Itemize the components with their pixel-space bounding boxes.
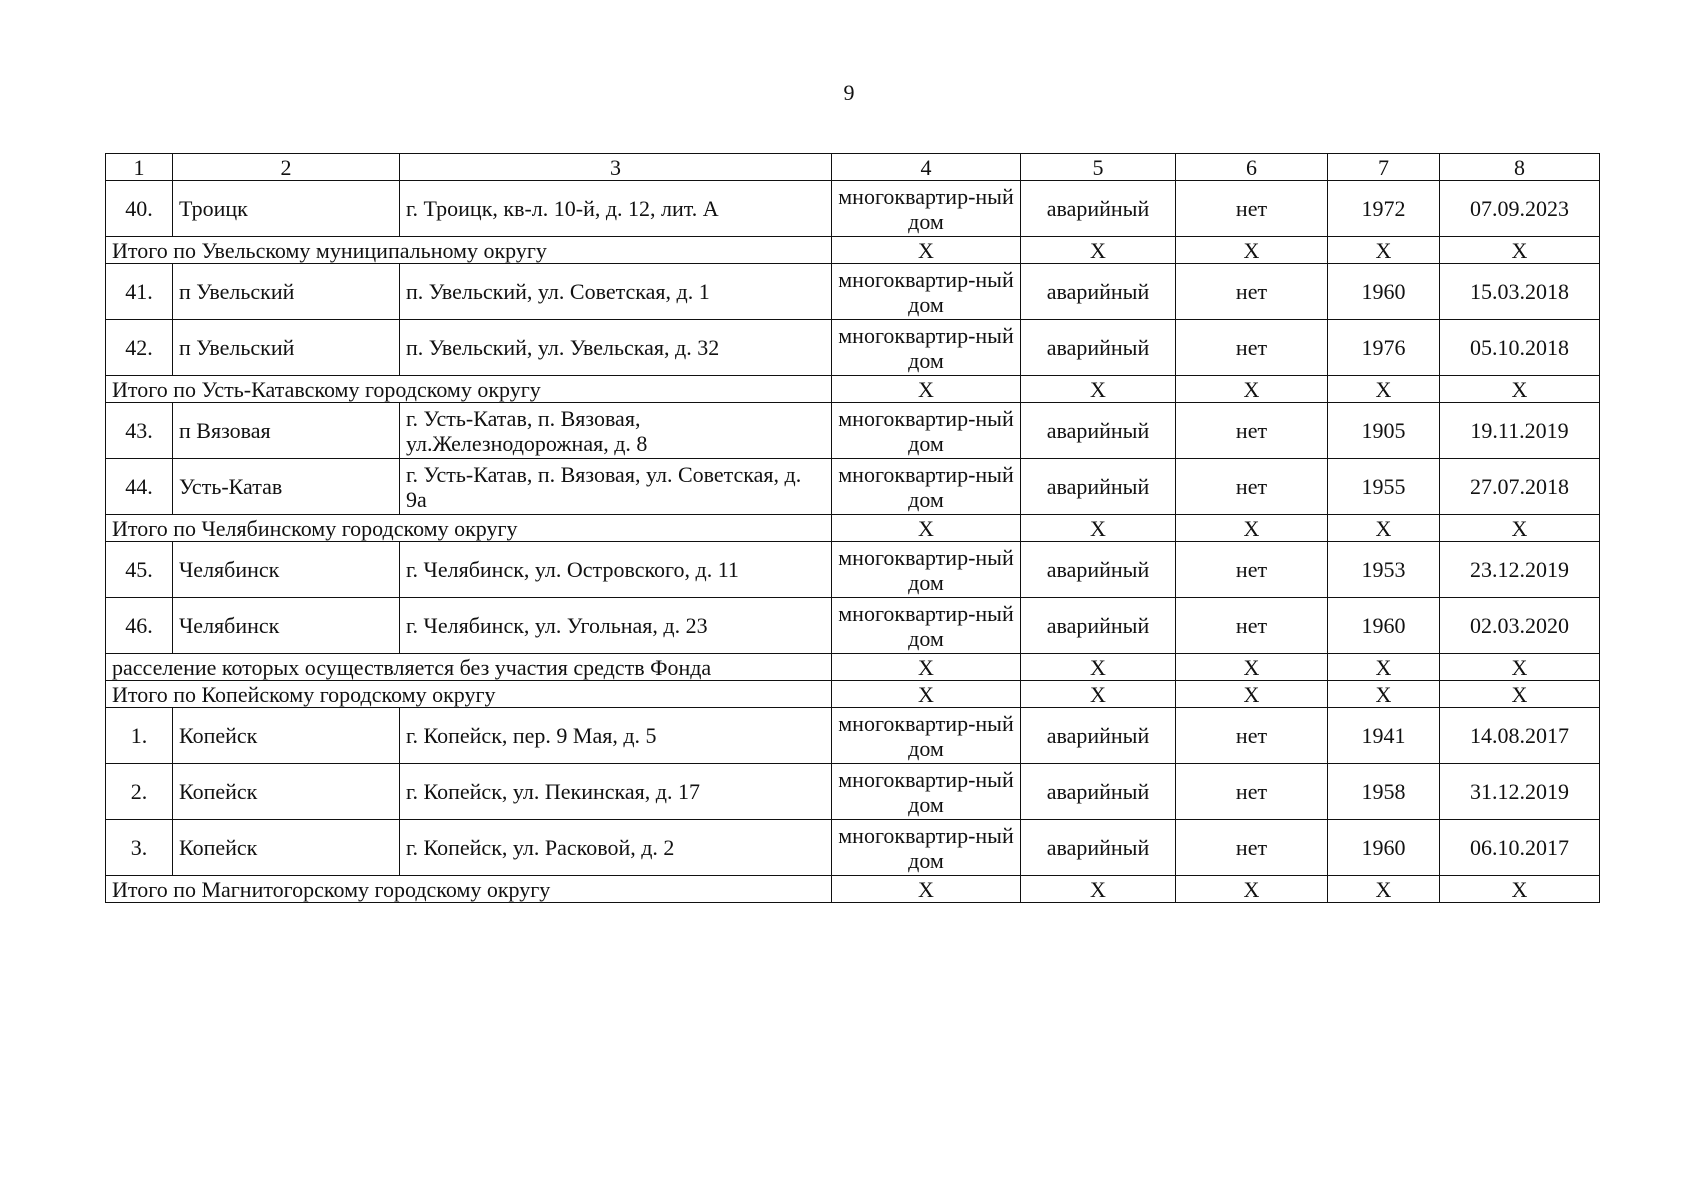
locality-cell: Троицк [173, 181, 400, 237]
summary-mark: X [1328, 515, 1440, 542]
column-number-row [106, 154, 1600, 181]
building-type-cell: многоквартир-ный дом [832, 264, 1021, 320]
summary-mark: X [832, 376, 1021, 403]
table-row [106, 320, 1600, 376]
locality-cell: п Увельский [173, 264, 400, 320]
condition-cell: аварийный [1021, 459, 1176, 515]
summary-label: Итого по Магнитогорскому городскому округу [106, 876, 832, 903]
table-body [106, 154, 1600, 903]
date-cell: 02.03.2020 [1440, 598, 1600, 654]
flag-cell: нет [1176, 542, 1328, 598]
summary-mark: X [832, 876, 1021, 903]
summary-mark: X [1021, 681, 1176, 708]
date-cell: 19.11.2019 [1440, 403, 1600, 459]
summary-label: Итого по Челябинскому городскому округу [106, 515, 832, 542]
flag-cell: нет [1176, 708, 1328, 764]
row-number: 3. [106, 820, 173, 876]
summary-mark: X [832, 681, 1021, 708]
condition-cell: аварийный [1021, 764, 1176, 820]
page-number: 9 [843, 80, 855, 105]
address-cell: г. Челябинск, ул. Островского, д. 11 [400, 542, 832, 598]
summary-mark: X [1021, 515, 1176, 542]
flag-cell: нет [1176, 459, 1328, 515]
column-number: 3 [400, 154, 832, 181]
year-cell: 1955 [1328, 459, 1440, 515]
building-type-cell: многоквартир-ный дом [832, 764, 1021, 820]
row-number: 1. [106, 708, 173, 764]
year-cell: 1960 [1328, 598, 1440, 654]
column-number: 2 [173, 154, 400, 181]
date-cell: 06.10.2017 [1440, 820, 1600, 876]
summary-mark: X [1328, 654, 1440, 681]
date-cell: 07.09.2023 [1440, 181, 1600, 237]
column-number: 1 [106, 154, 173, 181]
summary-mark: X [1176, 515, 1328, 542]
flag-cell: нет [1176, 764, 1328, 820]
flag-cell: нет [1176, 598, 1328, 654]
row-number: 40. [106, 181, 173, 237]
housing-table [105, 153, 1600, 903]
row-number: 43. [106, 403, 173, 459]
summary-row [106, 654, 1600, 681]
date-cell: 31.12.2019 [1440, 764, 1600, 820]
summary-mark: X [1440, 237, 1600, 264]
summary-mark: X [1021, 654, 1176, 681]
summary-label: расселение которых осуществляется без участия средств Фонда [106, 654, 832, 681]
locality-cell: Копейск [173, 820, 400, 876]
summary-mark: X [832, 654, 1021, 681]
year-cell: 1941 [1328, 708, 1440, 764]
row-number: 42. [106, 320, 173, 376]
address-cell: г. Копейск, ул. Расковой, д. 2 [400, 820, 832, 876]
building-type-cell: многоквартир-ный дом [832, 820, 1021, 876]
summary-mark: X [1328, 681, 1440, 708]
table-row [106, 181, 1600, 237]
address-cell: г. Усть-Катав, п. Вязовая, ул. Советская, д. 9а [400, 459, 832, 515]
locality-cell: Челябинск [173, 542, 400, 598]
flag-cell: нет [1176, 403, 1328, 459]
row-number: 2. [106, 764, 173, 820]
summary-mark: X [1021, 237, 1176, 264]
table-row [106, 403, 1600, 459]
locality-cell: Усть-Катав [173, 459, 400, 515]
condition-cell: аварийный [1021, 820, 1176, 876]
building-type-cell: многоквартир-ный дом [832, 403, 1021, 459]
summary-mark: X [1440, 515, 1600, 542]
building-type-cell: многоквартир-ный дом [832, 459, 1021, 515]
locality-cell: Копейск [173, 708, 400, 764]
column-number: 5 [1021, 154, 1176, 181]
table-row [106, 598, 1600, 654]
year-cell: 1976 [1328, 320, 1440, 376]
date-cell: 15.03.2018 [1440, 264, 1600, 320]
date-cell: 23.12.2019 [1440, 542, 1600, 598]
date-cell: 27.07.2018 [1440, 459, 1600, 515]
table-row [106, 820, 1600, 876]
summary-mark: X [1440, 376, 1600, 403]
summary-mark: X [1176, 654, 1328, 681]
summary-label: Итого по Копейскому городскому округу [106, 681, 832, 708]
address-cell: п. Увельский, ул. Советская, д. 1 [400, 264, 832, 320]
condition-cell: аварийный [1021, 403, 1176, 459]
row-number: 45. [106, 542, 173, 598]
summary-mark: X [1176, 237, 1328, 264]
locality-cell: п Увельский [173, 320, 400, 376]
summary-row [106, 237, 1600, 264]
building-type-cell: многоквартир-ный дом [832, 708, 1021, 764]
summary-mark: X [1328, 237, 1440, 264]
address-cell: г. Копейск, ул. Пекинская, д. 17 [400, 764, 832, 820]
flag-cell: нет [1176, 264, 1328, 320]
column-number: 6 [1176, 154, 1328, 181]
column-number: 4 [832, 154, 1021, 181]
condition-cell: аварийный [1021, 320, 1176, 376]
summary-row [106, 681, 1600, 708]
locality-cell: Челябинск [173, 598, 400, 654]
building-type-cell: многоквартир-ный дом [832, 542, 1021, 598]
address-cell: г. Челябинск, ул. Угольная, д. 23 [400, 598, 832, 654]
flag-cell: нет [1176, 320, 1328, 376]
building-type-cell: многоквартир-ный дом [832, 320, 1021, 376]
summary-mark: X [1021, 876, 1176, 903]
date-cell: 14.08.2017 [1440, 708, 1600, 764]
column-number: 7 [1328, 154, 1440, 181]
year-cell: 1953 [1328, 542, 1440, 598]
condition-cell: аварийный [1021, 708, 1176, 764]
summary-mark: X [832, 237, 1021, 264]
summary-row [106, 515, 1600, 542]
table-row [106, 708, 1600, 764]
building-type-cell: многоквартир-ный дом [832, 598, 1021, 654]
address-cell: г. Усть-Катав, п. Вязовая, ул.Железнодорожная, д. 8 [400, 403, 832, 459]
year-cell: 1960 [1328, 264, 1440, 320]
summary-row [106, 876, 1600, 903]
summary-mark: X [1176, 876, 1328, 903]
summary-mark: X [1440, 681, 1600, 708]
table-row [106, 764, 1600, 820]
address-cell: г. Копейск, пер. 9 Мая, д. 5 [400, 708, 832, 764]
summary-mark: X [1440, 876, 1600, 903]
summary-mark: X [1176, 681, 1328, 708]
year-cell: 1972 [1328, 181, 1440, 237]
condition-cell: аварийный [1021, 181, 1176, 237]
condition-cell: аварийный [1021, 542, 1176, 598]
condition-cell: аварийный [1021, 264, 1176, 320]
summary-label: Итого по Увельскому муниципальному округу [106, 237, 832, 264]
row-number: 41. [106, 264, 173, 320]
condition-cell: аварийный [1021, 598, 1176, 654]
summary-mark: X [1440, 654, 1600, 681]
table-row [106, 264, 1600, 320]
column-number: 8 [1440, 154, 1600, 181]
flag-cell: нет [1176, 181, 1328, 237]
year-cell: 1960 [1328, 820, 1440, 876]
summary-mark: X [1328, 876, 1440, 903]
table-row [106, 542, 1600, 598]
summary-mark: X [1176, 376, 1328, 403]
row-number: 44. [106, 459, 173, 515]
summary-row [106, 376, 1600, 403]
date-cell: 05.10.2018 [1440, 320, 1600, 376]
row-number: 46. [106, 598, 173, 654]
building-type-cell: многоквартир-ный дом [832, 181, 1021, 237]
summary-mark: X [832, 515, 1021, 542]
summary-mark: X [1021, 376, 1176, 403]
summary-label: Итого по Усть-Катавскому городскому округу [106, 376, 832, 403]
address-cell: г. Троицк, кв-л. 10-й, д. 12, лит. А [400, 181, 832, 237]
flag-cell: нет [1176, 820, 1328, 876]
year-cell: 1958 [1328, 764, 1440, 820]
table-row [106, 459, 1600, 515]
summary-mark: X [1328, 376, 1440, 403]
year-cell: 1905 [1328, 403, 1440, 459]
locality-cell: Копейск [173, 764, 400, 820]
locality-cell: п Вязовая [173, 403, 400, 459]
address-cell: п. Увельский, ул. Увельская, д. 32 [400, 320, 832, 376]
